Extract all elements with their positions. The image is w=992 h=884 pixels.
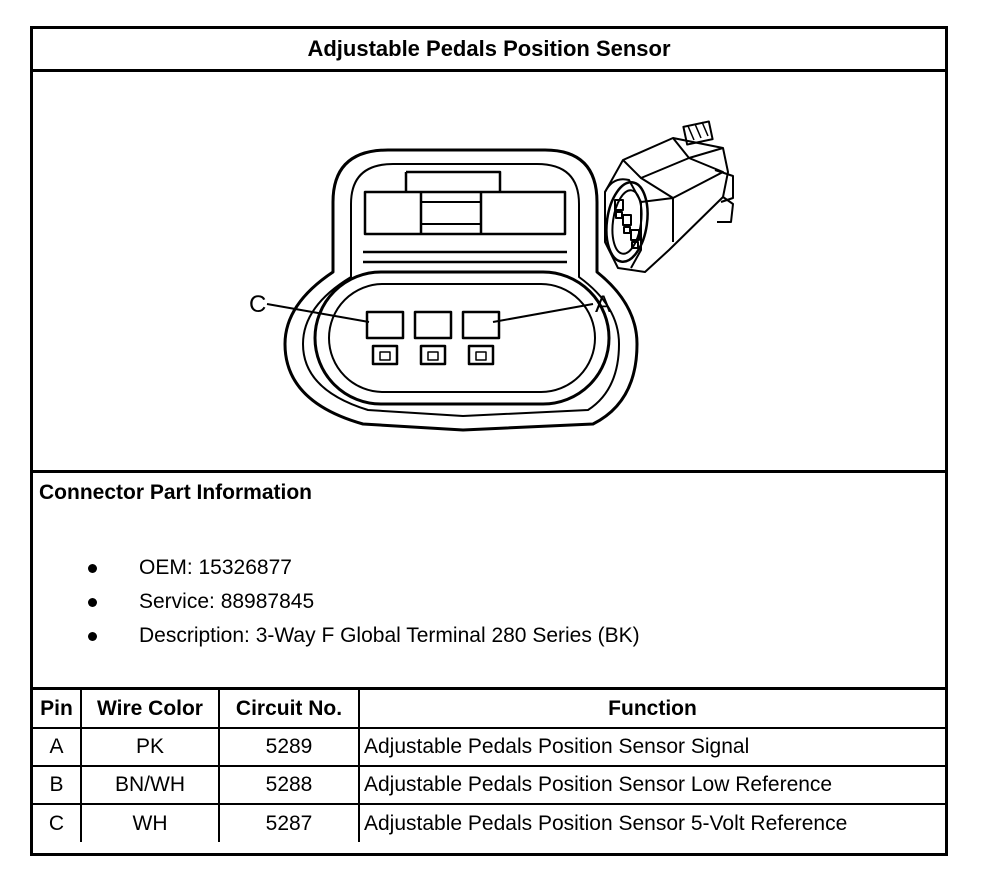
cell-function: Adjustable Pedals Position Sensor Signal — [359, 728, 945, 766]
cell-circuit: 5288 — [219, 766, 359, 804]
leader-line-a — [493, 304, 593, 322]
bullet-icon — [88, 598, 97, 607]
table-row — [33, 728, 945, 766]
cavity-a — [463, 312, 499, 338]
connector-part-information — [33, 473, 945, 690]
cavity-b-lock — [421, 346, 445, 364]
cell-wire-color: PK — [81, 728, 219, 766]
cell-pin: B — [33, 766, 81, 804]
cell-pin: A — [33, 728, 81, 766]
table-row — [33, 766, 945, 804]
connector-figure — [33, 72, 945, 473]
service-number: Service: 88987845 — [139, 590, 315, 613]
table-header-row — [33, 690, 945, 728]
page-title: Adjustable Pedals Position Sensor — [33, 29, 945, 72]
latch-tab — [421, 202, 481, 224]
info-list — [33, 551, 640, 653]
cavity-b — [415, 312, 451, 338]
cell-circuit: 5287 — [219, 804, 359, 842]
header-function: Function — [359, 690, 945, 728]
cell-wire-color: WH — [81, 804, 219, 842]
description: Description: 3-Way F Global Terminal 280 Series (BK) — [139, 624, 640, 647]
cell-pin: C — [33, 804, 81, 842]
header-wire-color: Wire Color — [81, 690, 219, 728]
bullet-icon — [88, 632, 97, 641]
pin-label-c: C — [249, 291, 267, 318]
connector-sheet — [30, 26, 948, 856]
pinout-table — [33, 690, 945, 842]
cell-circuit: 5289 — [219, 728, 359, 766]
list-item-description — [33, 619, 640, 653]
cell-function: Adjustable Pedals Position Sensor 5-Volt Reference — [359, 804, 945, 842]
cell-wire-color: BN/WH — [81, 766, 219, 804]
table-row — [33, 804, 945, 842]
cell-function: Adjustable Pedals Position Sensor Low Reference — [359, 766, 945, 804]
bullet-icon — [88, 564, 97, 573]
isometric-connector — [602, 121, 733, 272]
cavity-c — [367, 312, 403, 338]
list-item-service — [33, 585, 640, 619]
oem-number: OEM: 15326877 — [139, 556, 292, 579]
header-circuit-no: Circuit No. — [219, 690, 359, 728]
connector-drawing — [33, 72, 945, 470]
pin-label-a: A — [595, 291, 612, 318]
latch-top — [365, 192, 565, 234]
header-pin: Pin — [33, 690, 81, 728]
housing-ridge — [363, 252, 567, 262]
info-heading: Connector Part Information — [39, 481, 313, 504]
list-item-oem — [33, 551, 640, 585]
cavity-a-lock — [469, 346, 493, 364]
cavity-c-lock — [373, 346, 397, 364]
